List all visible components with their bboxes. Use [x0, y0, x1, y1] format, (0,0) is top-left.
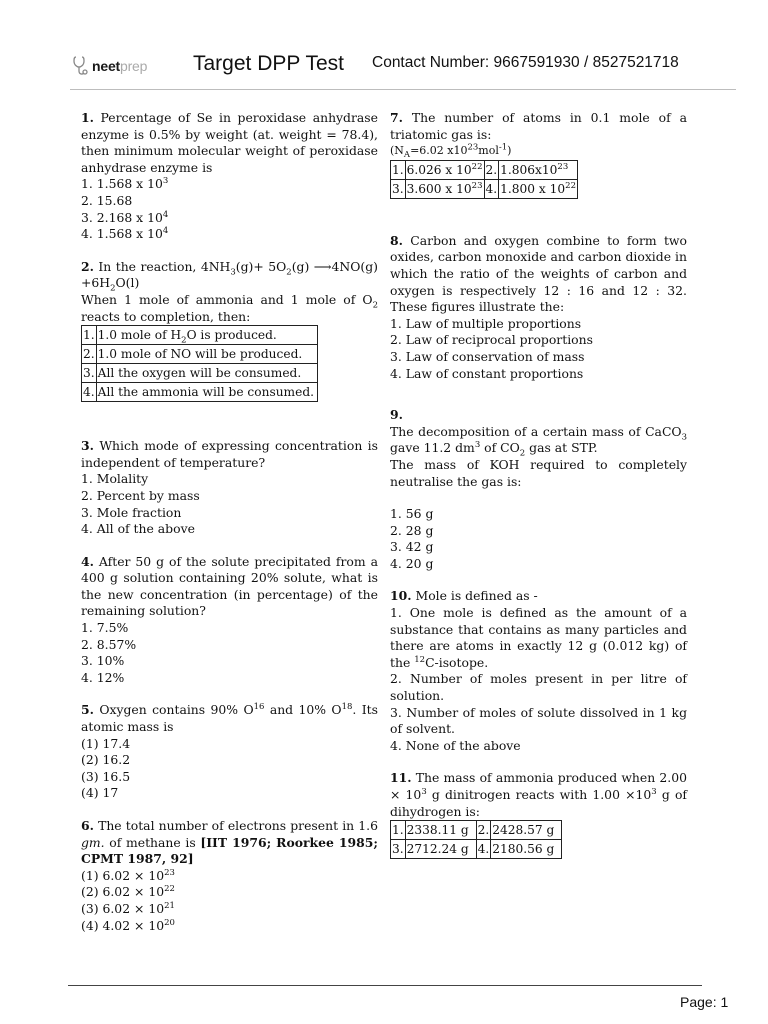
question-3: [81, 438, 378, 538]
option-3: 3. 42 g: [390, 539, 434, 555]
stethoscope-icon: [72, 55, 90, 77]
right-column: [390, 110, 687, 875]
question-number: 9.: [390, 407, 403, 423]
option-4: 4. 1.568 x $10^4$: [81, 226, 169, 242]
question-number: 1.: [81, 110, 94, 125]
option-3: (3) 16.5: [81, 768, 131, 784]
option-3: 3. Mole fraction: [81, 504, 182, 520]
logo-prep-text: prep: [120, 58, 148, 74]
option-4: 4. None of the above: [390, 737, 521, 753]
option-4: (4) 17: [81, 785, 119, 801]
question-text: Mole is defined as -: [411, 588, 538, 604]
option-4: (4) $4.02 \times 10^{20}$: [81, 917, 175, 933]
options-table: [81, 325, 318, 402]
option-1: 1. 7.5%: [81, 620, 129, 636]
question-number: 2.: [81, 258, 94, 274]
left-column: [81, 110, 378, 950]
option-4: 4. Law of constant proportions: [390, 365, 584, 381]
option-1: 1. 1.568 x $10^3$: [81, 176, 169, 192]
option-2: (2) $6.02 \times 10^{22}$: [81, 884, 175, 900]
option-2: 2. 15.68: [81, 192, 133, 208]
question-number: 4.: [81, 553, 94, 569]
option-2: 2. Percent by mass: [81, 487, 200, 503]
option-3: 3. Law of conservation of mass: [390, 348, 585, 364]
question-number: 7.: [390, 110, 403, 125]
question-9: 9. The decomposition of a certain mass of CaCO$_3$ gave 11.2 $dm^3$ of $CO_2$ gas at STP. The mass of KOH required to completely neutralise the gas is: 1. 56 g 2. 28 g 3. 42 g 4. 20 g: [390, 407, 687, 571]
question-text: After 50 g of the solute precipitated from a 400 g solution containing 20% solute, what is the new concentration (in percentage) of the remaining solution?: [81, 553, 378, 619]
question-10: [390, 588, 687, 754]
neetprep-logo: [72, 54, 147, 78]
question-11: 11. The mass of ammonia produced when $2.00 \times 10^3$ g dinitrogen reacts with $1.00 \times 10^3$ g of dihydrogen is: 1. 2338.11 g 2. 2428.57 g 3. 2712.24 g 4. 2180.56 g: [390, 770, 687, 859]
logo-neet-text: neet: [92, 58, 120, 74]
table-row: 3. 3.600 x $10^{23}$ 4. 1.800 x $10^{22}$: [391, 179, 578, 198]
option-4: 4. 12%: [81, 669, 125, 685]
question-number: 3.: [81, 438, 94, 454]
table-row: 1. 6.026 x $10^{22}$ 2. $1.806x10^{23}$: [391, 160, 578, 179]
option-1: 1. 56 g: [390, 506, 434, 522]
question-5: 5. Oxygen contains 90% $O^{16}$ and 10% $O^{18}$. Its atomic mass is (1) 17.4 (2) 16.2 (3) 16.5 (4) 17: [81, 702, 378, 801]
option-2: 2. Law of reciprocal proportions: [390, 332, 593, 348]
table-row: 1. 1.0 mole of $H_2O$ is produced.: [82, 326, 318, 345]
question-text: The mass of KOH required to completely neutralise the gas is:: [390, 456, 687, 489]
question-7: [390, 110, 687, 199]
option-3: 3. 2.168 x $10^4$: [81, 209, 169, 225]
page-header: [0, 0, 768, 92]
option-2: (2) 16.2: [81, 752, 131, 768]
question-8: [390, 233, 687, 382]
options-table: [390, 160, 578, 199]
question-number: 8.: [390, 232, 403, 248]
question-text: Which mode of expressing concentration is independent of temperature?: [81, 438, 378, 470]
option-2: 2. Number of moles present in per litre of solution.: [390, 671, 687, 704]
option-3: 3. 10%: [81, 653, 125, 669]
option-1: 1. Law of multiple proportions: [390, 315, 582, 331]
option-4: 4. All of the above: [81, 521, 195, 537]
option-2: 2. 28 g: [390, 522, 434, 538]
contact-number: Contact Number: 9667591930 / 8527521718: [372, 54, 679, 71]
option-4: 4. 20 g: [390, 555, 434, 571]
option-3: 3. Number of moles of solute dissolved in 1 kg of solvent.: [390, 704, 687, 737]
table-row: 3. 2712.24 g 4. 2180.56 g: [391, 840, 562, 859]
question-number: 10.: [390, 588, 412, 604]
question-2: 2. In the reaction, $4NH_3(g)+ 5O_2(g)$ ⟶4NO(g) $+6H_2O(l)$ When 1 mole of ammonia and 1 mole of $O_2$ reacts to completion, then: 1. 1.0 mole of $H_2O$ is produced. 2. 1.0 mole of NO will be produced. 3. All the oxygen will be consumed. 4. All the ammonia will be consumed.: [81, 259, 378, 402]
option-1: 1. One mole is defined as the amount of a substance that contains as many particles and there are atoms in exactly 12 g (0.012 kg) of the $^{12}$C-isotope.: [390, 605, 687, 670]
question-number: 11.: [390, 770, 412, 786]
question-1: [81, 110, 378, 243]
footer-divider: [68, 985, 702, 986]
table-row: 3. All the oxygen will be consumed.: [82, 364, 318, 383]
question-number: 6.: [81, 818, 94, 833]
option-1: 1. Molality: [81, 471, 149, 487]
question-4: [81, 554, 378, 687]
question-number: 5.: [81, 702, 94, 718]
question-6: 6. The total number of electrons present in 1.6 gm. of methane is [IIT 1976; Roorkee 1985; CPMT 1987, 92] (1) $6.02 \times 10^{23}$ (2) $6.02 \times 10^{22}$ (3) $6.02 \times 10^{21}$ (4) $4.02 \times 10^{20}$: [81, 818, 378, 933]
page-number: Page: 1: [680, 994, 729, 1010]
header-divider: [70, 89, 736, 90]
question-text: Percentage of Se in peroxidase anhydrase enzyme is 0.5% by weight (at. weight = 78.4), then minimum molecular weight of peroxidase anhydrase enzyme is: [81, 110, 378, 175]
exam-reference: [IIT 1976; Roorkee 1985; CPMT 1987, 92]: [81, 834, 378, 867]
option-3: (3) $6.02 \times 10^{21}$: [81, 900, 175, 916]
option-1: (1) 17.4: [81, 735, 131, 751]
option-2: 2. 8.57%: [81, 636, 137, 652]
options-table: [390, 820, 562, 859]
option-1: (1) $6.02 \times 10^{23}$: [81, 867, 175, 883]
table-row: 1. 2338.11 g 2. 2428.57 g: [391, 821, 562, 840]
table-row: 4. All the ammonia will be consumed.: [82, 383, 318, 402]
table-row: 2. 1.0 mole of NO will be produced.: [82, 345, 318, 364]
page-title: Target DPP Test: [193, 52, 344, 75]
avogadro-note: ($N_A=6.02$ $x10^{23}mol^{-1}$): [390, 142, 512, 161]
question-text: The number of atoms in 0.1 mole of a triatomic gas is:: [390, 110, 687, 142]
question-text: Carbon and oxygen combine to form two oxides, carbon monoxide and carbon dioxide in which the ratio of the weights of carbon and oxygen is respectively 12 : 16 and 12 : 32. These figures illustrate the:: [390, 232, 687, 315]
